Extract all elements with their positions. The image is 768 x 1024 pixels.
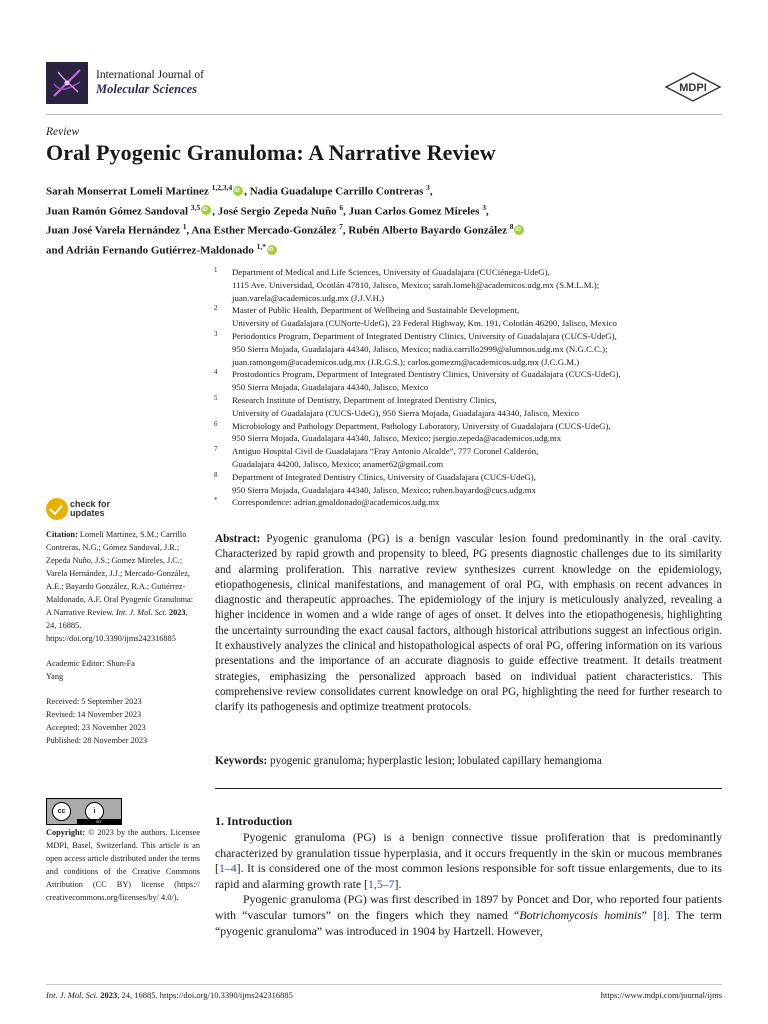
affiliation-line: Master of Public Health, Department of Wellbeing and Sustainable Development, bbox=[232, 305, 520, 316]
author-separator: , bbox=[485, 205, 489, 218]
cc-icon: cc bbox=[52, 802, 71, 821]
affiliation-number: 2 bbox=[214, 304, 218, 313]
author-affiliation-ref: 1,2,3,4 bbox=[211, 183, 233, 192]
affiliation-line: juan.ramongom@academicos.udg.mx (J.R.G.S.); carlos.gomezm@academicos.udg.mx (J.C.G.M.) bbox=[232, 356, 580, 367]
affiliation-line: Periodontics Program, Department of Integrated Dentistry Clinics, University of Guadalajara (CUCS-UdeG), bbox=[232, 330, 617, 341]
abstract-label: Abstract: bbox=[215, 533, 261, 545]
keywords-label: Keywords: bbox=[215, 755, 268, 767]
affiliation-line: Antiguo Hospital Civil de Guadalajara “Fray Antonio Alcalde”, 777 Coronel Calderón, bbox=[232, 446, 539, 457]
abstract bbox=[215, 532, 722, 716]
author-separator: , bbox=[212, 205, 218, 218]
date-revised: Revised: 14 November 2023 bbox=[46, 710, 142, 719]
affiliation-number: * bbox=[214, 496, 218, 505]
article-info-sidebar bbox=[46, 528, 200, 759]
author: Nadia Guadalupe Carrillo Contreras bbox=[249, 185, 424, 198]
affiliation-line: Microbiology and Pathology Department, Pathology Laboratory, University of Guadalajara (CUCS-UdeG), bbox=[232, 420, 611, 431]
author-affiliation-ref: 8 bbox=[509, 222, 514, 232]
author-affiliation-ref: 7 bbox=[339, 222, 343, 232]
affiliation-number: 8 bbox=[214, 470, 218, 479]
paragraph: Pyogenic granuloma (PG) is a benign connective tissue proliferation that is predominantly characterized by granulation tissue hyperplasia, and it occurs frequently in the skin or mucous membranes [1–4]. It is considered one of the most common lesions responsible for soft tissue enlargements, due to its rapid and alarming growth rate [1,5–7]. bbox=[215, 830, 722, 891]
citation-label: Citation: bbox=[46, 530, 78, 539]
header-divider bbox=[46, 114, 722, 115]
citation-doi[interactable]: , 24, 16885. https://doi.org/10.3390/ijms242316885 bbox=[46, 608, 188, 643]
author-separator: , bbox=[244, 185, 250, 198]
affiliation-item bbox=[210, 420, 722, 446]
affiliation-item bbox=[210, 496, 722, 509]
orcid-icon[interactable] bbox=[201, 205, 211, 215]
copyright-label: Copyright: bbox=[46, 828, 86, 837]
journal-logo bbox=[46, 62, 88, 104]
author-affiliation-ref: 3,5 bbox=[190, 202, 201, 212]
check-icon bbox=[46, 498, 68, 520]
affiliation-number: 4 bbox=[214, 368, 218, 377]
affiliation-line: Prostodontics Program, Department of Integrated Dentistry Clinics, University of Guadalajara (CUCS-UdeG), bbox=[232, 369, 621, 380]
author-list bbox=[46, 180, 722, 259]
affiliation-line: 950 Sierra Mojada, Guadalajara 44340, Jalisco, Mexico; nadia.carrillo2999@alumnos.udg.mx (N.G.C.C.); bbox=[232, 343, 608, 354]
author: and Adrián Fernando Gutiérrez-Maldonado bbox=[46, 244, 254, 257]
date-received: Received: 5 September 2023 bbox=[46, 697, 142, 706]
citation-journal: Int. J. Mol. Sci. bbox=[115, 608, 167, 617]
author-separator: , bbox=[186, 224, 192, 237]
affiliation-line: Research Institute of Dentistry, Department of Integrated Dentistry Clinics, bbox=[232, 394, 497, 405]
academic-editor bbox=[46, 657, 200, 683]
publication-dates bbox=[46, 695, 200, 747]
author-affiliation-ref: 1 bbox=[182, 222, 187, 232]
orcid-icon[interactable] bbox=[233, 186, 243, 196]
journal-name-line2: Molecular Sciences bbox=[96, 82, 198, 96]
affiliation-line: 950 Sierra Mojada, Guadalajara 44340, Jalisco, Mexico; jsergio.zepeda@academicos.udg.mx bbox=[232, 433, 562, 444]
citation-block bbox=[46, 528, 200, 645]
orcid-icon[interactable] bbox=[514, 225, 524, 235]
affiliation-item bbox=[210, 445, 722, 471]
affiliation-item bbox=[210, 304, 722, 330]
affiliation-line: 950 Sierra Mojada, Guadalajara 44340, Jalisco, Mexico bbox=[232, 382, 429, 393]
check-updates-label: check for updates bbox=[70, 499, 111, 518]
footer-citation: Int. J. Mol. Sci. 2023, 24, 16885. https://doi.org/10.3390/ijms242316885 bbox=[46, 990, 293, 1000]
editor-label: Academic Editor: Shun-Fa bbox=[46, 659, 135, 668]
article-title: Oral Pyogenic Granuloma: A Narrative Review bbox=[46, 140, 496, 165]
paragraph: Pyogenic granuloma (PG) was first described in 1897 by Poncet and Dor, who reported four patients with “vascular tumors” on the fingers which they named “Botrichomycosis hominis” [8]. The term “pyogenic granuloma” was introduced in 1904 by Hartzell. However, bbox=[215, 892, 722, 938]
affiliation-line: Correspondence: adrian.gmaldonado@academicos.udg.mx bbox=[232, 497, 440, 508]
author-separator: , bbox=[429, 185, 433, 198]
affiliation-line: 950 Sierra Mojada, Guadalajara 44340, Jalisco, Mexico; ruben.bayardo@cucs.udg.mx bbox=[232, 484, 536, 495]
affiliation-item bbox=[210, 394, 722, 420]
article-type: Review bbox=[46, 126, 80, 138]
publisher-logo bbox=[664, 72, 722, 102]
affiliation-item bbox=[210, 266, 722, 304]
author: Rubén Alberto Bayardo González bbox=[348, 224, 507, 237]
author-affiliation-ref: 3 bbox=[426, 183, 430, 192]
affiliation-number: 5 bbox=[214, 393, 218, 402]
footer-journal-url[interactable]: https://www.mdpi.com/journal/ijms bbox=[600, 990, 722, 1000]
citation-text: Lomeli Martinez, S.M.; Carrillo Contreras, N.G.; Gómez Sandoval, J.R.; Zepeda Nuño, J.S.; Gomez Mireles, J.C.; Varela Hernández, J.J.; Mercado-González, A.E.; Bayardo González, R.A.; Gutiérrez-Maldonado, A.F. Oral Pyogenic Granuloma: A Narrative Review. bbox=[46, 530, 194, 617]
affiliation-line: Guadalajara 44200, Jalisco, Mexico; anamer62@gmail.com bbox=[232, 458, 444, 469]
author: Ana Esther Mercado-González bbox=[191, 224, 337, 237]
author-separator: , bbox=[343, 205, 349, 218]
keywords-text: pyogenic granuloma; hyperplastic lesion; lobulated capillary hemangioma bbox=[270, 755, 602, 767]
affiliations bbox=[210, 266, 722, 509]
abstract-text: Pyogenic granuloma (PG) is a benign vascular lesion found predominantly in the oral cavity. Characterized by rapid growth and propensity to bleed, PG presents diagnostic challenges due to its similarity and alarming proliferation. This narrative review synthesizes current knowledge on the epidemiology, etiopathogenesis, clinical manifestations, and management of oral PG, with emphasis on recent advances in diagnostic and therapeutic approaches. The epidemiology of the injury is meticulously analyzed, revealing a higher incidence in women and a wide range of ages of onset. It delves into the etiopathogenesis, highlighting the uncertainty surrounding the exact causal factors, although historical attributions suggest an infectious origin. It exhaustively analyzes the clinical and histopathological aspects of oral PG, offering information on its various presentations and the importance of an accurate diagnosis to guide effective treatment. It details treatment strategies, emphasizing the personalized approach based on individual patient characteristics. This comprehensive review consolidates current knowledge on oral PG, highlighting the need for further research to clarify its pathogenesis and optimize treatment protocols. bbox=[215, 533, 722, 714]
affiliation-item bbox=[210, 471, 722, 497]
check-for-updates-button[interactable] bbox=[46, 498, 126, 524]
author: José Sergio Zepeda Nuño bbox=[217, 205, 337, 218]
affiliation-number: 1 bbox=[214, 266, 218, 274]
affiliation-line: 1115 Ave. Universidad, Ocotlán 47810, Jalisco, Mexico; sarah.lomeli@academicos.udg.mx (S.M.L.M.); bbox=[232, 279, 600, 290]
introduction-body bbox=[215, 830, 722, 939]
citation-link[interactable]: 1–4 bbox=[218, 861, 237, 876]
affiliation-item bbox=[210, 330, 722, 368]
author-affiliation-ref: 1,* bbox=[256, 241, 267, 251]
keywords bbox=[215, 754, 722, 769]
author-affiliation-ref: 3 bbox=[482, 202, 486, 212]
orcid-icon[interactable] bbox=[267, 245, 277, 255]
editor-name: Yang bbox=[46, 672, 64, 681]
affiliation-line: Department of Integrated Dentistry Clinics, University of Guadalajara (CUCS-UdeG), bbox=[232, 471, 536, 482]
affiliation-number: 6 bbox=[214, 419, 218, 428]
date-accepted: Accepted: 23 November 2023 bbox=[46, 723, 146, 732]
affiliation-item bbox=[210, 368, 722, 394]
copyright-text: © 2023 by the authors. Licensee MDPI, Basel, Switzerland. This article is an open access article distributed under the terms and conditions of the Creative Commons Attribution (CC BY) license (https:// creativecommons.org/licenses/by/ 4.0/). bbox=[46, 828, 200, 902]
date-published: Published: 28 November 2023 bbox=[46, 736, 148, 745]
journal-name bbox=[96, 68, 204, 96]
publisher-name: MDPI bbox=[679, 82, 707, 94]
footer-doi[interactable]: , 24, 16885. https://doi.org/10.3390/ijms242316885 bbox=[117, 990, 293, 1000]
copyright-notice bbox=[46, 826, 200, 904]
attribution-icon: i bbox=[85, 802, 104, 821]
author-separator: , bbox=[342, 224, 349, 237]
cc-by-license-badge[interactable] bbox=[46, 798, 122, 825]
by-label: BY bbox=[77, 819, 121, 824]
affiliation-number: 7 bbox=[214, 445, 218, 454]
author: Juan Ramón Gómez Sandoval bbox=[46, 205, 189, 218]
section-divider bbox=[215, 788, 722, 789]
footer-divider bbox=[46, 984, 722, 985]
citation-link[interactable]: 1,5–7 bbox=[367, 876, 395, 891]
affiliation-line: juan.varela@academicos.udg.mx (J.J.V.H.) bbox=[232, 292, 385, 303]
section-heading-introduction: 1. Introduction bbox=[215, 814, 293, 828]
citation-year: 2023 bbox=[168, 608, 186, 617]
journal-name-line1: International Journal of bbox=[96, 69, 204, 81]
citation-link[interactable]: 8 bbox=[657, 907, 663, 922]
affiliation-number: 3 bbox=[214, 329, 218, 338]
author-affiliation-ref: 6 bbox=[339, 202, 344, 212]
author: Juan Carlos Gomez Mireles bbox=[348, 205, 480, 218]
affiliation-line: Department of Medical and Life Sciences, University of Guadalajara (CUCiénega-UdeG), bbox=[232, 267, 550, 277]
author: Sarah Monserrat Lomeli Martinez bbox=[46, 185, 209, 198]
author: Juan José Varela Hernández bbox=[46, 224, 180, 237]
affiliation-line: University of Guadalajara (CUCS-UdeG), 950 Sierra Mojada, Guadalajara 44340, Jalisco, Mexico bbox=[232, 407, 579, 418]
affiliation-line: University of Guadalajara (CUNorte-UdeG), 23 Federal Highway, Km. 191, Colotlán 46200, Jalisco, Mexico bbox=[232, 318, 617, 329]
